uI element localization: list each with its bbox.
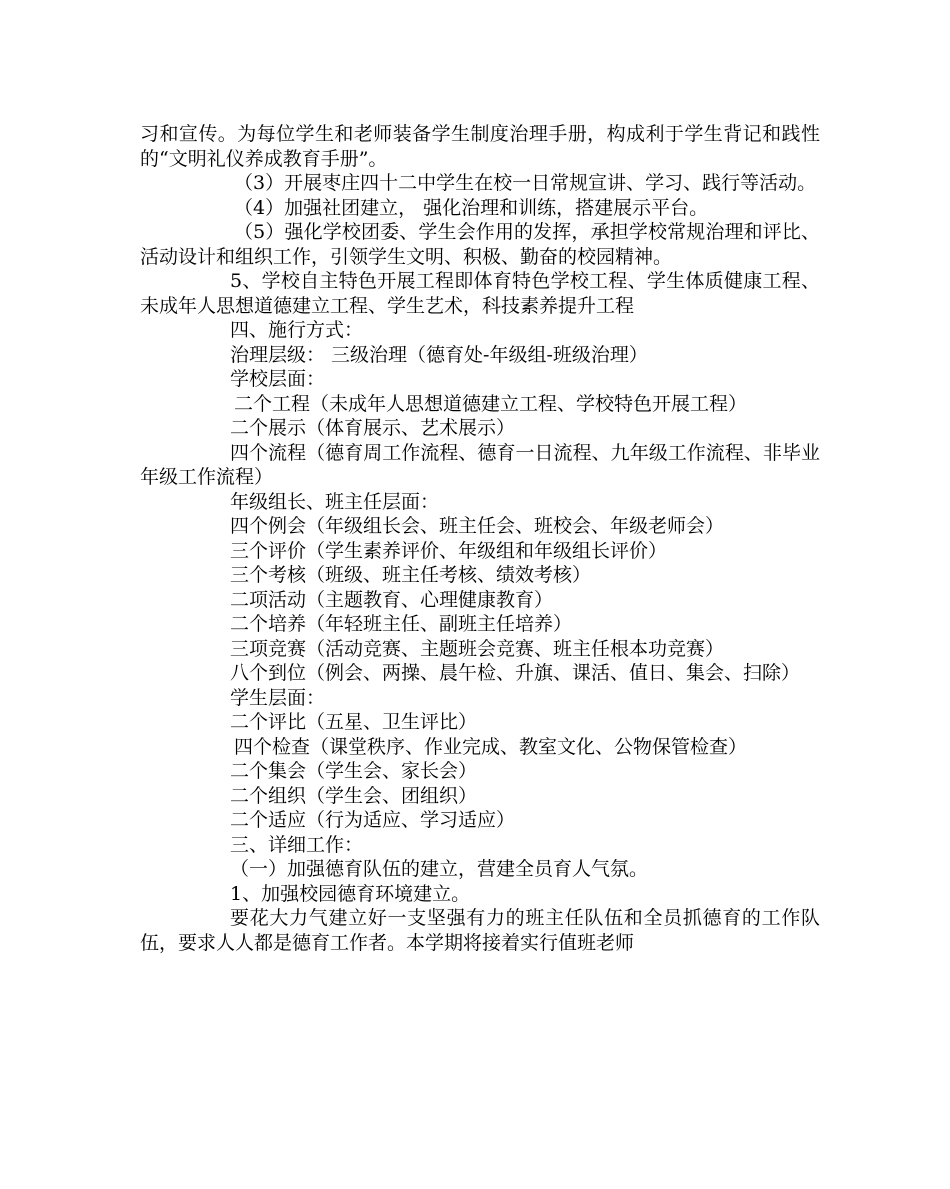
list-item: 二个评比（五星、卫生评比） (230, 711, 478, 733)
list-item: 三个考核（班级、班主任考核、绩效考核） (230, 564, 592, 586)
list-item: 四个例会（年级组长会、班主任会、班校会、年级老师会） (230, 515, 725, 537)
subheading: （一）加强德育队伍的建立，营建全员育人气氛。 (230, 858, 649, 880)
list-item: 三个评价（学生素养评价、年级组和年级组长评价） (230, 539, 668, 562)
list-item: 四个流程（德育周工作流程、德育一日流程、九年级工作流程、非毕业年级工作流程） (140, 441, 820, 488)
document-body (140, 122, 820, 955)
list-item: 二个适应（行为适应、学习适应） (230, 809, 516, 831)
section-heading: 四、施行方式： (230, 319, 364, 341)
list-item: 三项竞赛（活动竞赛、主题班会竞赛、班主任根本功竞赛） (230, 637, 725, 660)
subheading: 年级组长、班主任层面： (230, 490, 440, 513)
subheading: 学校层面： (230, 368, 326, 390)
list-item: 四个检查（课堂秩序、作业完成、教室文化、公物保管检查） (234, 735, 748, 758)
paragraph: 治理层级： 三级治理（德育处-年级组-班级治理） (230, 343, 648, 366)
paragraph: （3）开展枣庄四十二中学生在校一日常规宣讲、学习、践行等活动。 (234, 172, 817, 194)
list-item: 八个到位（例会、两操、晨午检、升旗、课活、值日、集会、扫除） (230, 662, 801, 684)
subheading: 1、加强校园德育环境建立。 (230, 882, 471, 905)
list-item: 二个工程（未成年人思想道德建立工程、学校特色开展工程） (234, 392, 748, 415)
paragraph: 5、学校自主特色开展工程即体育特色学校工程、学生体质健康工程、未成年人思想道德建立工程、学生艺术，科技素养提升工程 (140, 270, 820, 317)
list-item: 二个组织（学生会、团组织） (230, 784, 478, 807)
section-heading: 三、详细工作： (230, 833, 364, 856)
list-item: 二个集会（学生会、家长会） (230, 760, 478, 782)
paragraph: 要花大力气建立好一支坚强有力的班主任队伍和全员抓德育的工作队伍，要求人人都是德育工作者。本学期将接着实行值班老师 (140, 907, 820, 954)
list-item: 二个培养（年轻班主任、副班主任培养） (230, 613, 573, 635)
subheading: 学生层面： (230, 686, 326, 709)
list-item: 二项活动（主题教育、心理健康教育） (230, 588, 554, 611)
paragraph: （4）加强社团建立， 强化治理和训练，搭建展示平台。 (234, 196, 709, 219)
paragraph: （5）强化学校团委、学生会作用的发挥，承担学校常规治理和评比、活动设计和组织工作，引领学生文明、积极、勤奋的校园精神。 (140, 221, 820, 268)
list-item: 二个展示（体育展示、艺术展示） (230, 417, 516, 439)
paragraph: 习和宣传。为每位学生和老师装备学生制度治理手册，构成利于学生背记和践性的“文明礼仪养成教育手册”。 (140, 123, 820, 170)
